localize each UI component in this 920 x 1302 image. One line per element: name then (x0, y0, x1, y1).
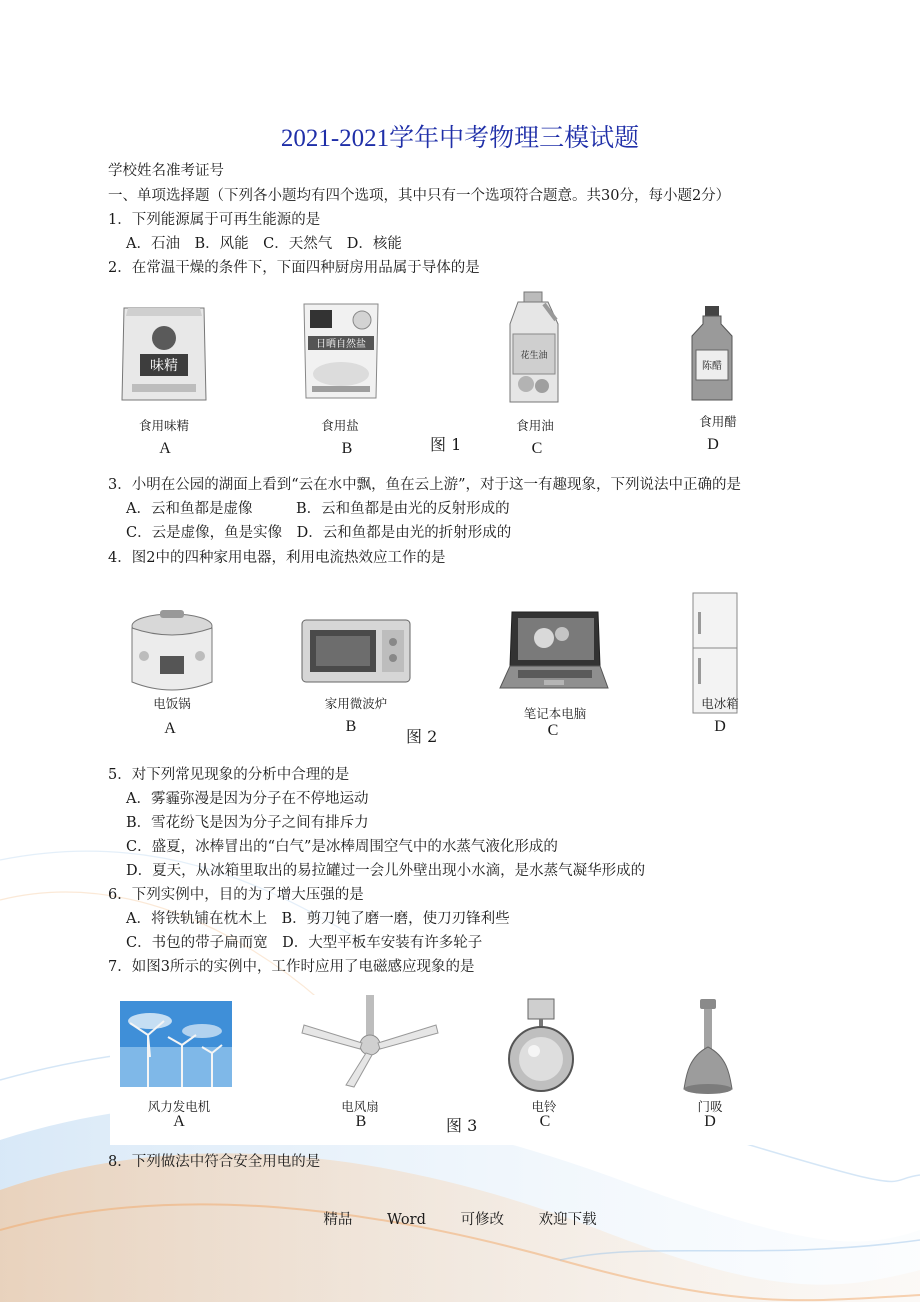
salt-bag-label: 日晒自然盐 (316, 339, 366, 350)
vinegar-bottle-image (688, 304, 736, 404)
fig2-caption-d: 电冰箱 (701, 696, 739, 711)
header-info: 学校姓名准考证号 (108, 163, 224, 179)
fig2-letter-d: D (714, 718, 726, 735)
question-6-stem: 6．下列实例中，目的为了增大压强的是 (108, 887, 364, 903)
figure-3-label: 图 3 (446, 1116, 478, 1135)
fig1-letter-a: A (159, 440, 171, 457)
fig3-caption-d: 门吸 (697, 1099, 723, 1114)
fig2-letter-c: C (547, 722, 559, 739)
question-5-option-c: C．盛夏，冰棒冒出的“白气”是冰棒周围空气中的水蒸气液化形成的 (126, 839, 558, 855)
question-3-options-cd: C．云是虚像，鱼是实像 D．云和鱼都是由光的折射形成的 (126, 525, 512, 541)
question-2-stem: 2．在常温干燥的条件下，下面四种厨房用品属于导体的是 (108, 260, 480, 276)
question-8-stem: 8．下列做法中符合安全用电的是 (108, 1154, 321, 1170)
fig2-letter-b: B (345, 718, 357, 735)
laptop-image (498, 608, 610, 696)
msg-bag-label: 味精 (150, 358, 178, 374)
question-1-stem: 1．下列能源属于可再生能源的是 (108, 212, 321, 228)
footer-item: 可修改 (460, 1212, 504, 1228)
microwave-image (300, 618, 412, 686)
fig3-letter-d: D (704, 1113, 716, 1130)
fig3-caption-b: 电风扇 (341, 1099, 379, 1114)
question-5-option-d: D．夏天，从冰箱里取出的易拉罐过一会儿外壁出现小水滴，是水蒸气凝华形成的 (126, 863, 646, 879)
ceiling-fan-image (300, 995, 440, 1089)
question-3-stem: 3．小明在公园的湖面上看到“云在水中飘，鱼在云上游”，对于这一有趣现象，下列说法中正确的是 (108, 477, 742, 493)
salt-bag-image (300, 298, 382, 402)
fig3-letter-b: B (355, 1113, 367, 1130)
fig1-caption-c: 食用油 (516, 418, 554, 433)
question-5-option-a: A．雾霾弥漫是因为分子在不停地运动 (126, 791, 369, 807)
fig1-caption-d: 食用醋 (699, 414, 737, 429)
figure-1 (110, 290, 770, 470)
figure-3 (110, 995, 770, 1145)
question-4-stem: 4．图2中的四种家用电器，利用电流热效应工作的是 (108, 550, 446, 566)
fig3-letter-a: A (173, 1113, 185, 1130)
fig1-letter-c: C (531, 440, 543, 457)
question-6-options-cd: C．书包的带子扁而宽 D．大型平板车安装有许多轮子 (126, 935, 483, 951)
question-5-option-b: B．雪花纷飞是因为分子之间有排斥力 (126, 815, 369, 831)
question-3-options-ab: A．云和鱼都是虚像 B．云和鱼都是由光的反射形成的 (126, 501, 510, 517)
door-stopper-image (678, 997, 738, 1097)
fig1-caption-a: 食用味精 (138, 418, 189, 433)
wind-turbine-image (120, 1001, 232, 1087)
fig2-caption-b: 家用微波炉 (324, 696, 388, 711)
fig1-letter-d: D (707, 436, 719, 453)
fig1-letter-b: B (341, 440, 353, 457)
fig3-caption-a: 风力发电机 (147, 1099, 211, 1114)
question-6-options-ab: A．将铁轨铺在枕木上 B．剪刀钝了磨一磨，使刀刃锋利些 (126, 911, 510, 927)
footer-item: 欢迎下载 (538, 1212, 597, 1228)
oil-bottle-image (504, 290, 564, 408)
fig1-caption-b: 食用盐 (321, 418, 359, 433)
question-5-stem: 5．对下列常见现象的分析中合理的是 (108, 767, 350, 783)
fig3-letter-c: C (539, 1113, 551, 1130)
fig2-caption-c: 笔记本电脑 (523, 706, 587, 721)
exam-title: 2021-2021学年中考物理三模试题 (280, 125, 640, 152)
msg-bag-image (118, 304, 210, 404)
page-footer (0, 1208, 920, 1229)
rice-cooker-image (124, 606, 220, 698)
question-7-stem: 7．如图3所示的实例中，工作时应用了电磁感应现象的是 (108, 959, 475, 975)
oil-bottle-label: 花生油 (520, 351, 548, 361)
figure-2-label: 图 2 (406, 727, 438, 746)
footer-item: 精品 (323, 1212, 353, 1228)
vinegar-bottle-label: 陈醋 (702, 361, 722, 372)
figure-1-label: 图 1 (430, 435, 462, 454)
figure-2 (110, 588, 770, 758)
section-heading: 一、单项选择题（下列各小题均有四个选项，其中只有一个选项符合题意。共30分，每小题2分） (108, 188, 731, 204)
footer-item: Word (387, 1212, 426, 1228)
electric-bell-image (504, 997, 578, 1093)
question-1-options: A．石油 B．风能 C．天然气 D．核能 (126, 236, 402, 252)
fig3-caption-c: 电铃 (531, 1099, 557, 1114)
fig2-letter-a: A (164, 720, 176, 737)
fig2-caption-a: 电饭锅 (153, 696, 191, 711)
